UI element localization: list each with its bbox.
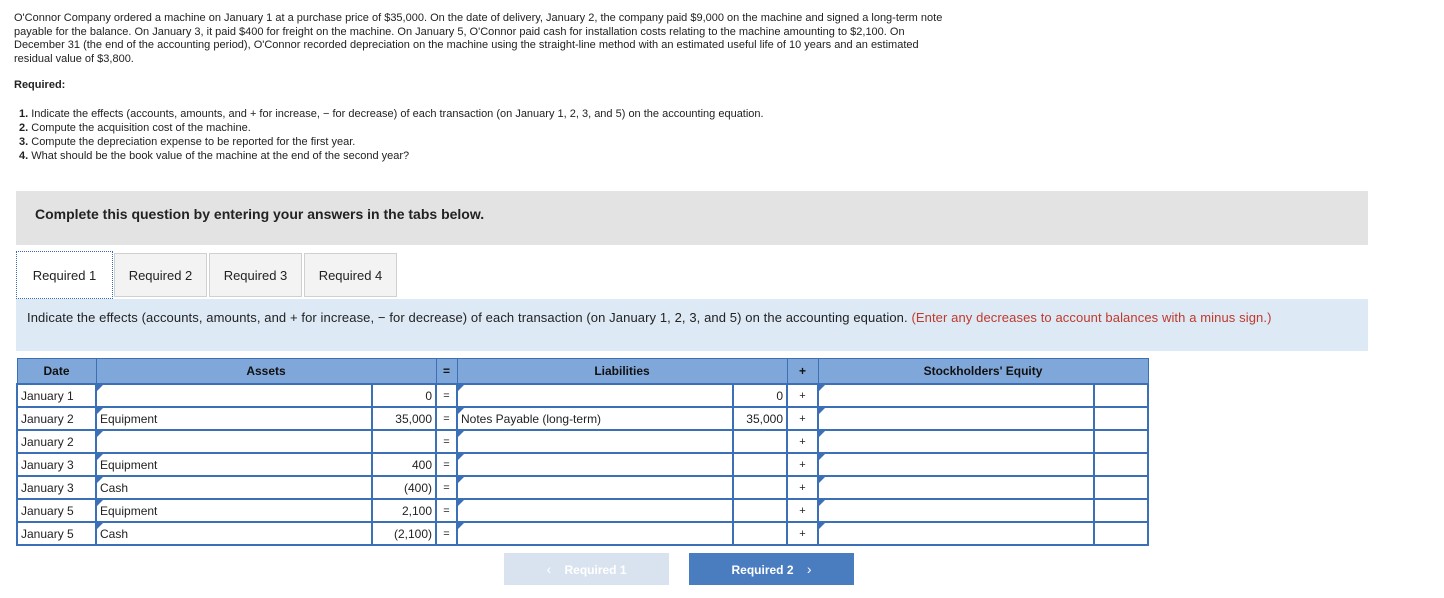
equity-account-input[interactable] bbox=[818, 453, 1094, 476]
asset-amount-input[interactable]: (400) bbox=[372, 476, 436, 499]
table-row bbox=[17, 407, 1148, 430]
plus-sign: + bbox=[787, 430, 818, 453]
requirement-number: 1. bbox=[19, 108, 29, 120]
row-date: January 3 bbox=[17, 453, 96, 476]
requirement-item bbox=[19, 135, 764, 149]
equals-sign: = bbox=[436, 384, 457, 407]
chevron-right-icon: › bbox=[806, 561, 812, 577]
equals-sign: = bbox=[436, 407, 457, 430]
required-heading: Required: bbox=[14, 79, 66, 91]
equals-sign: = bbox=[436, 522, 457, 545]
equity-account-input[interactable] bbox=[818, 522, 1094, 545]
liability-account-input[interactable] bbox=[457, 453, 733, 476]
plus-sign: + bbox=[787, 407, 818, 430]
header-equals: = bbox=[436, 359, 457, 385]
requirement-text: Indicate the effects (accounts, amounts, and + for increase, − for decrease) of each transaction (on January 1, 2, 3, and 5) on the accounting equation. bbox=[28, 108, 764, 120]
liability-account-input[interactable] bbox=[457, 430, 733, 453]
equity-account-input[interactable] bbox=[818, 476, 1094, 499]
asset-amount-input[interactable]: 2,100 bbox=[372, 499, 436, 522]
liability-amount-input[interactable] bbox=[733, 476, 787, 499]
equity-account-input[interactable] bbox=[818, 499, 1094, 522]
chevron-left-icon: ‹ bbox=[546, 561, 552, 577]
tab-instruction bbox=[16, 299, 1368, 351]
requirement-number: 4. bbox=[19, 150, 29, 162]
liability-amount-input[interactable] bbox=[733, 430, 787, 453]
row-date: January 1 bbox=[17, 384, 96, 407]
requirement-text: What should be the book value of the machine at the end of the second year? bbox=[28, 150, 410, 162]
table-row bbox=[17, 384, 1148, 407]
liability-amount-input[interactable]: 0 bbox=[733, 384, 787, 407]
table-row bbox=[17, 522, 1148, 545]
accounting-equation-table bbox=[16, 358, 1149, 546]
header-plus: + bbox=[787, 359, 818, 385]
prev-button[interactable] bbox=[504, 553, 669, 585]
requirement-text: Compute the acquisition cost of the machine. bbox=[28, 122, 251, 134]
liability-amount-input[interactable] bbox=[733, 499, 787, 522]
equity-amount-input[interactable] bbox=[1094, 430, 1148, 453]
prev-button-label: Required 1 bbox=[564, 563, 627, 577]
header-date: Date bbox=[17, 359, 96, 385]
asset-amount-input[interactable]: 400 bbox=[372, 453, 436, 476]
banner-text: Complete this question by entering your answers in the tabs below. bbox=[35, 206, 485, 222]
equity-account-input[interactable] bbox=[818, 430, 1094, 453]
requirement-item bbox=[19, 149, 764, 163]
table-row bbox=[17, 476, 1148, 499]
instruction-text: Indicate the effects (accounts, amounts, and + for increase, − for decrease) of each transaction (on January 1, 2, 3, and 5) on the accounting equation. bbox=[27, 310, 908, 325]
equity-amount-input[interactable] bbox=[1094, 476, 1148, 499]
liability-account-input[interactable] bbox=[457, 476, 733, 499]
liability-amount-input[interactable] bbox=[733, 453, 787, 476]
equals-sign: = bbox=[436, 476, 457, 499]
table-row bbox=[17, 430, 1148, 453]
equity-amount-input[interactable] bbox=[1094, 453, 1148, 476]
header-assets: Assets bbox=[96, 359, 436, 385]
asset-account-input[interactable]: Equipment bbox=[96, 407, 372, 430]
equity-amount-input[interactable] bbox=[1094, 522, 1148, 545]
plus-sign: + bbox=[787, 522, 818, 545]
requirement-item bbox=[19, 107, 764, 121]
liability-amount-input[interactable] bbox=[733, 522, 787, 545]
asset-account-input[interactable] bbox=[96, 384, 372, 407]
header-liabilities: Liabilities bbox=[457, 359, 787, 385]
equity-amount-input[interactable] bbox=[1094, 384, 1148, 407]
liability-account-input[interactable] bbox=[457, 522, 733, 545]
plus-sign: + bbox=[787, 499, 818, 522]
asset-amount-input[interactable]: (2,100) bbox=[372, 522, 436, 545]
tab-required-3[interactable]: Required 3 bbox=[209, 253, 302, 297]
table-header-row bbox=[17, 359, 1148, 385]
asset-amount-input[interactable]: 35,000 bbox=[372, 407, 436, 430]
row-date: January 2 bbox=[17, 407, 96, 430]
asset-account-input[interactable] bbox=[96, 430, 372, 453]
requirement-number: 2. bbox=[19, 122, 29, 134]
table-row bbox=[17, 499, 1148, 522]
asset-account-input[interactable]: Cash bbox=[96, 476, 372, 499]
liability-account-input[interactable] bbox=[457, 384, 733, 407]
requirement-number: 3. bbox=[19, 136, 29, 148]
asset-account-input[interactable]: Equipment bbox=[96, 453, 372, 476]
liability-amount-input[interactable]: 35,000 bbox=[733, 407, 787, 430]
equals-sign: = bbox=[436, 453, 457, 476]
equity-amount-input[interactable] bbox=[1094, 499, 1148, 522]
problem-statement: O'Connor Company ordered a machine on January 1 at a purchase price of $35,000. On the date of delivery, January 2, the company paid $9,000 on the machine and signed a long-term note payable for the balance. On January 3, it paid $400 for freight on the machine. On January 5, O'Connor paid cash for installation costs relating to the machine amounting to $2,100. On December 31 (the end of the accounting period), O'Connor recorded depreciation on the machine using the straight-line method with an estimated useful life of 10 years and an estimated residual value of $3,800. bbox=[14, 12, 943, 65]
row-date: January 3 bbox=[17, 476, 96, 499]
plus-sign: + bbox=[787, 476, 818, 499]
table-row bbox=[17, 453, 1148, 476]
requirement-item bbox=[19, 121, 764, 135]
requirement-text: Compute the depreciation expense to be reported for the first year. bbox=[28, 136, 356, 148]
equity-account-input[interactable] bbox=[818, 407, 1094, 430]
requirements-list bbox=[19, 107, 764, 163]
tab-required-2[interactable]: Required 2 bbox=[114, 253, 207, 297]
row-date: January 5 bbox=[17, 499, 96, 522]
next-button-label: Required 2 bbox=[731, 563, 794, 577]
equals-sign: = bbox=[436, 430, 457, 453]
equity-amount-input[interactable] bbox=[1094, 407, 1148, 430]
row-date: January 2 bbox=[17, 430, 96, 453]
plus-sign: + bbox=[787, 453, 818, 476]
asset-account-input[interactable]: Cash bbox=[96, 522, 372, 545]
next-button[interactable] bbox=[689, 553, 854, 585]
asset-amount-input[interactable] bbox=[372, 430, 436, 453]
tab-required-4[interactable]: Required 4 bbox=[304, 253, 397, 297]
plus-sign: + bbox=[787, 384, 818, 407]
equity-account-input[interactable] bbox=[818, 384, 1094, 407]
row-date: January 5 bbox=[17, 522, 96, 545]
asset-account-input[interactable]: Equipment bbox=[96, 499, 372, 522]
asset-amount-input[interactable]: 0 bbox=[372, 384, 436, 407]
header-equity: Stockholders' Equity bbox=[818, 359, 1148, 385]
instruction-note: (Enter any decreases to account balances with a minus sign.) bbox=[911, 310, 1272, 325]
liability-account-input[interactable] bbox=[457, 499, 733, 522]
equals-sign: = bbox=[436, 499, 457, 522]
tab-required-1[interactable]: Required 1 bbox=[16, 251, 113, 299]
liability-account-input[interactable]: Notes Payable (long-term) bbox=[457, 407, 733, 430]
instructions-banner bbox=[16, 191, 1368, 245]
